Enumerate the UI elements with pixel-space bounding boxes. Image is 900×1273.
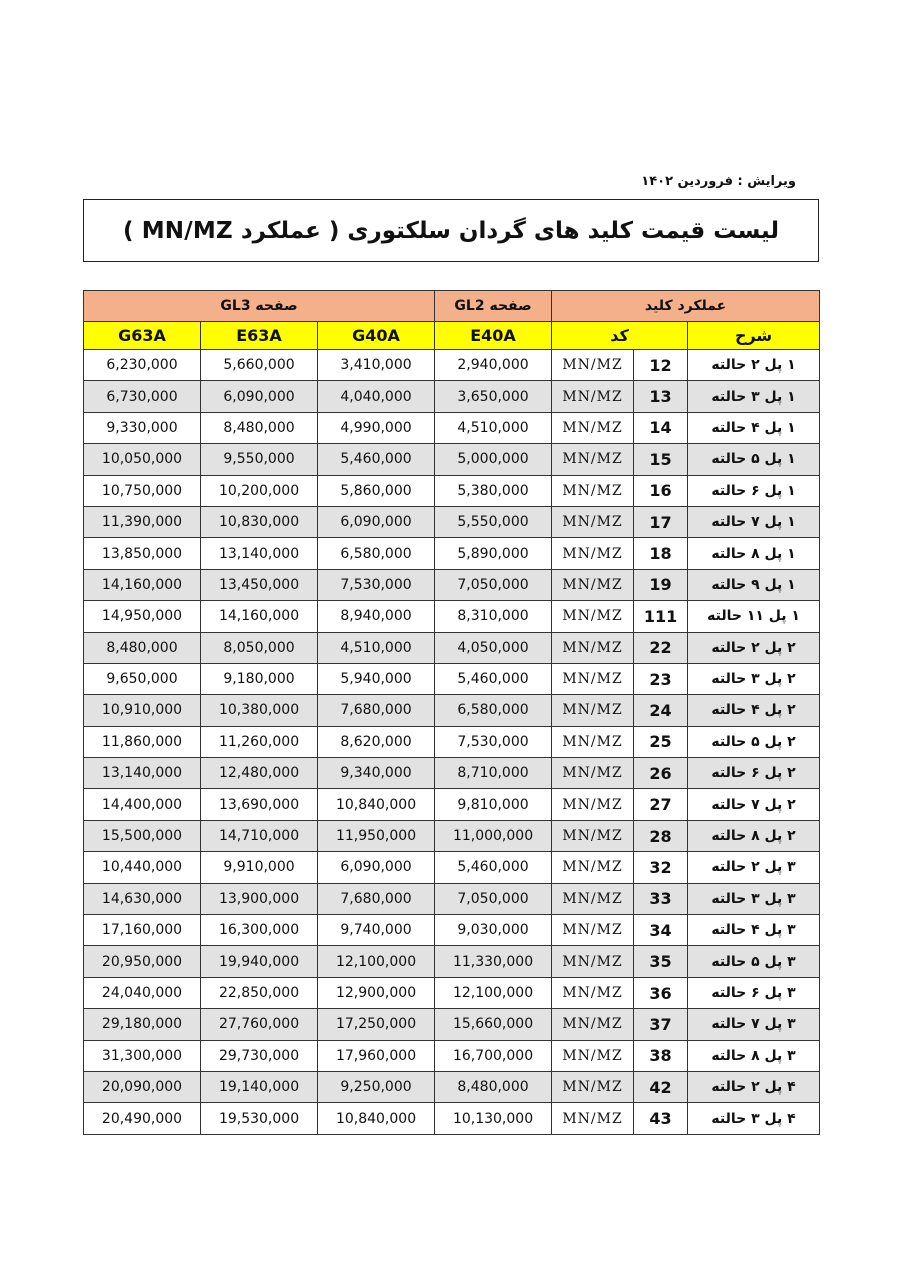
table-row (84, 632, 820, 663)
price-g40a: 7,680,000 (318, 695, 435, 726)
price-e63a: 10,200,000 (201, 475, 318, 506)
table-row (84, 726, 820, 757)
price-g40a: 8,620,000 (318, 726, 435, 757)
price-g40a: 9,340,000 (318, 758, 435, 789)
table-row (84, 412, 820, 443)
row-description: ۴ پل ۳ حالته (688, 1103, 820, 1134)
group-gl2: صفحه GL2 (435, 291, 552, 322)
row-description: ۱ پل ۱۱ حالته (688, 601, 820, 632)
group-function: عملکرد کلید (552, 291, 820, 322)
row-description: ۳ پل ۲ حالته (688, 852, 820, 883)
price-e63a: 19,530,000 (201, 1103, 318, 1134)
row-function: MN/MZ (552, 883, 634, 914)
table-row (84, 569, 820, 600)
row-description: ۳ پل ۸ حالته (688, 1040, 820, 1071)
edition-date: ویرایش : فروردین ۱۴۰۲ (641, 174, 796, 189)
price-e63a: 19,140,000 (201, 1071, 318, 1102)
title-box (83, 199, 819, 262)
row-function: MN/MZ (552, 820, 634, 851)
price-g40a: 6,090,000 (318, 506, 435, 537)
group-header-row (84, 291, 820, 322)
price-e40a: 9,810,000 (435, 789, 552, 820)
price-g40a: 7,530,000 (318, 569, 435, 600)
price-g40a: 17,250,000 (318, 1009, 435, 1040)
price-g40a: 7,680,000 (318, 883, 435, 914)
row-function: MN/MZ (552, 412, 634, 443)
price-e63a: 14,710,000 (201, 820, 318, 851)
row-code: 43 (634, 1103, 688, 1134)
row-function: MN/MZ (552, 569, 634, 600)
row-description: ۱ پل ۸ حالته (688, 538, 820, 569)
row-code: 33 (634, 883, 688, 914)
row-code: 12 (634, 350, 688, 381)
table-row (84, 475, 820, 506)
page-title: لیست قیمت کلید های گردان سلکتوری ( عملکرد MN/MZ ) (122, 217, 780, 244)
row-description: ۱ پل ۳ حالته (688, 381, 820, 412)
price-e40a: 6,580,000 (435, 695, 552, 726)
row-function: MN/MZ (552, 789, 634, 820)
price-g63a: 14,950,000 (84, 601, 201, 632)
price-g63a: 10,750,000 (84, 475, 201, 506)
price-e40a: 8,310,000 (435, 601, 552, 632)
price-g63a: 17,160,000 (84, 915, 201, 946)
price-g40a: 4,510,000 (318, 632, 435, 663)
price-e40a: 10,130,000 (435, 1103, 552, 1134)
table-row (84, 820, 820, 851)
row-function: MN/MZ (552, 758, 634, 789)
row-description: ۱ پل ۵ حالته (688, 444, 820, 475)
row-code: 38 (634, 1040, 688, 1071)
price-g40a: 5,860,000 (318, 475, 435, 506)
price-g63a: 14,400,000 (84, 789, 201, 820)
price-e63a: 11,260,000 (201, 726, 318, 757)
row-description: ۳ پل ۷ حالته (688, 1009, 820, 1040)
row-description: ۳ پل ۶ حالته (688, 977, 820, 1008)
col-code: کد (552, 322, 688, 350)
row-description: ۲ پل ۶ حالته (688, 758, 820, 789)
row-function: MN/MZ (552, 946, 634, 977)
row-description: ۳ پل ۳ حالته (688, 883, 820, 914)
price-g63a: 24,040,000 (84, 977, 201, 1008)
row-code: 24 (634, 695, 688, 726)
table-row (84, 538, 820, 569)
table-row (84, 758, 820, 789)
price-e63a: 19,940,000 (201, 946, 318, 977)
price-g63a: 15,500,000 (84, 820, 201, 851)
row-function: MN/MZ (552, 538, 634, 569)
price-e40a: 8,480,000 (435, 1071, 552, 1102)
price-e63a: 9,180,000 (201, 663, 318, 694)
table-row (84, 883, 820, 914)
price-e40a: 16,700,000 (435, 1040, 552, 1071)
col-g40a: G40A (318, 322, 435, 350)
price-e63a: 12,480,000 (201, 758, 318, 789)
row-code: 35 (634, 946, 688, 977)
row-function: MN/MZ (552, 1071, 634, 1102)
price-g63a: 8,480,000 (84, 632, 201, 663)
price-e40a: 7,530,000 (435, 726, 552, 757)
price-g63a: 20,950,000 (84, 946, 201, 977)
price-g63a: 6,230,000 (84, 350, 201, 381)
price-g63a: 13,850,000 (84, 538, 201, 569)
price-e40a: 7,050,000 (435, 883, 552, 914)
row-function: MN/MZ (552, 444, 634, 475)
row-description: ۱ پل ۶ حالته (688, 475, 820, 506)
table-row (84, 977, 820, 1008)
table-row (84, 381, 820, 412)
price-e63a: 9,910,000 (201, 852, 318, 883)
price-g63a: 29,180,000 (84, 1009, 201, 1040)
row-code: 32 (634, 852, 688, 883)
price-g40a: 12,100,000 (318, 946, 435, 977)
price-g40a: 5,460,000 (318, 444, 435, 475)
price-g63a: 20,090,000 (84, 1071, 201, 1102)
row-description: ۲ پل ۳ حالته (688, 663, 820, 694)
row-code: 17 (634, 506, 688, 537)
price-e63a: 5,660,000 (201, 350, 318, 381)
row-description: ۲ پل ۸ حالته (688, 820, 820, 851)
price-e63a: 6,090,000 (201, 381, 318, 412)
price-g63a: 14,160,000 (84, 569, 201, 600)
col-g63a: G63A (84, 322, 201, 350)
group-gl3: صفحه GL3 (84, 291, 435, 322)
price-g40a: 10,840,000 (318, 1103, 435, 1134)
price-e63a: 13,450,000 (201, 569, 318, 600)
row-function: MN/MZ (552, 632, 634, 663)
price-e40a: 5,460,000 (435, 852, 552, 883)
price-table (83, 290, 820, 1135)
row-function: MN/MZ (552, 852, 634, 883)
row-function: MN/MZ (552, 915, 634, 946)
row-function: MN/MZ (552, 726, 634, 757)
row-code: 13 (634, 381, 688, 412)
price-e63a: 9,550,000 (201, 444, 318, 475)
price-e63a: 14,160,000 (201, 601, 318, 632)
price-g63a: 13,140,000 (84, 758, 201, 789)
price-g40a: 11,950,000 (318, 820, 435, 851)
price-e40a: 5,000,000 (435, 444, 552, 475)
table-row (84, 1071, 820, 1102)
row-code: 37 (634, 1009, 688, 1040)
row-code: 27 (634, 789, 688, 820)
price-e40a: 15,660,000 (435, 1009, 552, 1040)
col-e63a: E63A (201, 322, 318, 350)
price-g63a: 11,390,000 (84, 506, 201, 537)
price-g40a: 6,090,000 (318, 852, 435, 883)
row-function: MN/MZ (552, 1103, 634, 1134)
row-function: MN/MZ (552, 475, 634, 506)
table-row (84, 695, 820, 726)
row-function: MN/MZ (552, 381, 634, 412)
row-function: MN/MZ (552, 695, 634, 726)
price-g63a: 14,630,000 (84, 883, 201, 914)
table-row (84, 789, 820, 820)
row-description: ۲ پل ۷ حالته (688, 789, 820, 820)
price-e40a: 8,710,000 (435, 758, 552, 789)
price-e40a: 11,330,000 (435, 946, 552, 977)
price-g40a: 9,740,000 (318, 915, 435, 946)
row-function: MN/MZ (552, 350, 634, 381)
table-row (84, 1009, 820, 1040)
row-code: 15 (634, 444, 688, 475)
price-g40a: 4,990,000 (318, 412, 435, 443)
price-g63a: 10,910,000 (84, 695, 201, 726)
table-row (84, 1103, 820, 1134)
price-g40a: 6,580,000 (318, 538, 435, 569)
row-code: 42 (634, 1071, 688, 1102)
price-e40a: 5,550,000 (435, 506, 552, 537)
price-g40a: 17,960,000 (318, 1040, 435, 1071)
price-e63a: 8,480,000 (201, 412, 318, 443)
table-row (84, 852, 820, 883)
price-e63a: 13,690,000 (201, 789, 318, 820)
table-row (84, 1040, 820, 1071)
row-description: ۱ پل ۷ حالته (688, 506, 820, 537)
price-e63a: 16,300,000 (201, 915, 318, 946)
price-e63a: 10,380,000 (201, 695, 318, 726)
price-e63a: 29,730,000 (201, 1040, 318, 1071)
row-description: ۱ پل ۴ حالته (688, 412, 820, 443)
price-e40a: 5,890,000 (435, 538, 552, 569)
col-desc: شرح (688, 322, 820, 350)
row-description: ۱ پل ۲ حالته (688, 350, 820, 381)
row-function: MN/MZ (552, 977, 634, 1008)
row-code: 16 (634, 475, 688, 506)
row-code: 34 (634, 915, 688, 946)
table-row (84, 350, 820, 381)
price-e40a: 9,030,000 (435, 915, 552, 946)
row-description: ۲ پل ۵ حالته (688, 726, 820, 757)
price-g40a: 9,250,000 (318, 1071, 435, 1102)
price-table-body (84, 350, 820, 1135)
price-g40a: 3,410,000 (318, 350, 435, 381)
price-e63a: 27,760,000 (201, 1009, 318, 1040)
row-description: ۳ پل ۴ حالته (688, 915, 820, 946)
price-e40a: 4,050,000 (435, 632, 552, 663)
price-g40a: 12,900,000 (318, 977, 435, 1008)
column-header-row (84, 322, 820, 350)
row-code: 19 (634, 569, 688, 600)
row-description: ۴ پل ۲ حالته (688, 1071, 820, 1102)
price-e40a: 5,460,000 (435, 663, 552, 694)
row-code: 14 (634, 412, 688, 443)
price-g63a: 10,440,000 (84, 852, 201, 883)
price-g40a: 10,840,000 (318, 789, 435, 820)
row-description: ۱ پل ۹ حالته (688, 569, 820, 600)
price-g63a: 11,860,000 (84, 726, 201, 757)
row-code: 28 (634, 820, 688, 851)
row-code: 111 (634, 601, 688, 632)
price-e40a: 5,380,000 (435, 475, 552, 506)
price-e63a: 13,900,000 (201, 883, 318, 914)
price-g63a: 20,490,000 (84, 1103, 201, 1134)
price-g63a: 9,330,000 (84, 412, 201, 443)
price-e40a: 3,650,000 (435, 381, 552, 412)
table-row (84, 444, 820, 475)
price-e40a: 11,000,000 (435, 820, 552, 851)
price-e40a: 7,050,000 (435, 569, 552, 600)
row-function: MN/MZ (552, 1040, 634, 1071)
price-g63a: 10,050,000 (84, 444, 201, 475)
table-row (84, 601, 820, 632)
row-code: 23 (634, 663, 688, 694)
price-g40a: 5,940,000 (318, 663, 435, 694)
price-e40a: 12,100,000 (435, 977, 552, 1008)
price-g63a: 9,650,000 (84, 663, 201, 694)
row-code: 25 (634, 726, 688, 757)
row-description: ۲ پل ۲ حالته (688, 632, 820, 663)
col-e40a: E40A (435, 322, 552, 350)
price-g63a: 6,730,000 (84, 381, 201, 412)
row-function: MN/MZ (552, 506, 634, 537)
row-function: MN/MZ (552, 663, 634, 694)
row-function: MN/MZ (552, 1009, 634, 1040)
price-e63a: 13,140,000 (201, 538, 318, 569)
table-row (84, 663, 820, 694)
price-e40a: 4,510,000 (435, 412, 552, 443)
row-code: 18 (634, 538, 688, 569)
table-row (84, 915, 820, 946)
price-e63a: 8,050,000 (201, 632, 318, 663)
table-row (84, 946, 820, 977)
price-g40a: 4,040,000 (318, 381, 435, 412)
row-code: 22 (634, 632, 688, 663)
price-e63a: 10,830,000 (201, 506, 318, 537)
row-description: ۳ پل ۵ حالته (688, 946, 820, 977)
price-g40a: 8,940,000 (318, 601, 435, 632)
row-function: MN/MZ (552, 601, 634, 632)
row-code: 36 (634, 977, 688, 1008)
row-code: 26 (634, 758, 688, 789)
price-e63a: 22,850,000 (201, 977, 318, 1008)
row-description: ۲ پل ۴ حالته (688, 695, 820, 726)
price-e40a: 2,940,000 (435, 350, 552, 381)
price-g63a: 31,300,000 (84, 1040, 201, 1071)
table-row (84, 506, 820, 537)
